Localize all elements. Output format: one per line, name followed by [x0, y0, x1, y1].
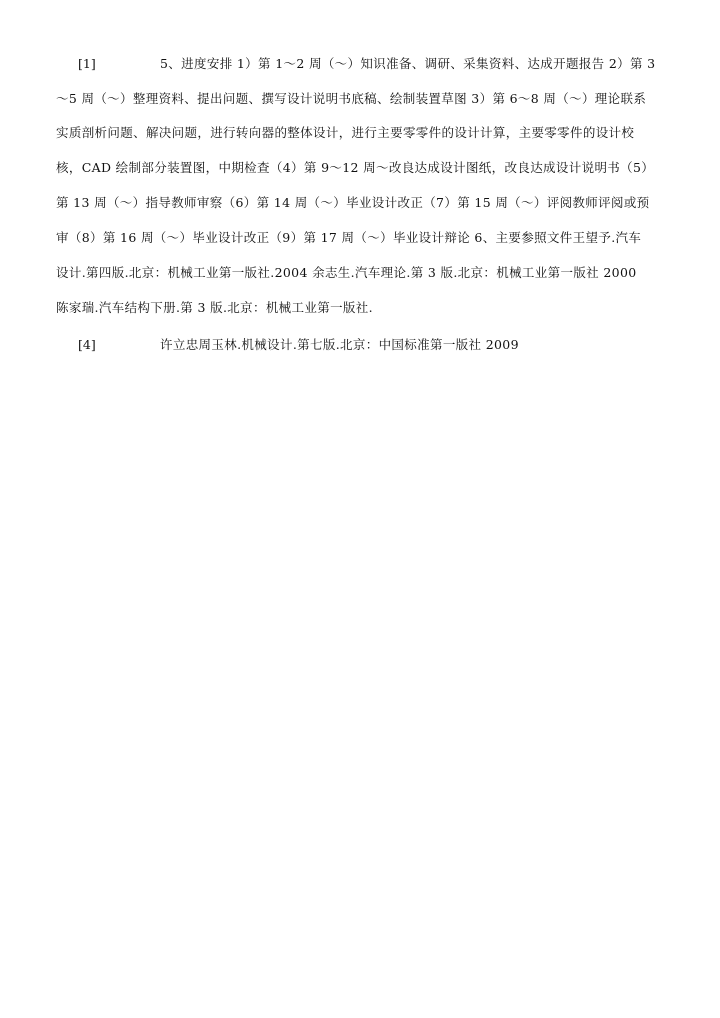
reference-1-line-6: 审（8）第 16 周（～）毕业设计改正（9）第 17 周（～）毕业设计辩论 6、主要参照文件王望予.汽车: [56, 230, 642, 245]
reference-1-line-5: 第 13 周（～）指导教师审察（6）第 14 周（～）毕业设计改正（7）第 15 周（～）评阅教师评阅或预: [56, 195, 650, 210]
reference-marker-1: [1]: [78, 56, 96, 71]
reference-4-line-1: 许立忠周玉林.机械设计.第七版.北京：中国标准第一版社 2009: [160, 337, 519, 352]
reference-1-line-3: 实质剖析问题、解决问题，进行转向器的整体设计，进行主要零零件的设计计算，主要零零件的设计校: [56, 125, 635, 140]
reference-1-line-2: ～5 周（～）整理资料、提出问题、撰写设计说明书底稿、绘制装置草图 3）第 6～8 周（～）理论联系: [56, 91, 647, 106]
reference-1-line-1: 5、进度安排 1）第 1～2 周（～）知识准备、调研、采集资料、达成开题报告 2）第 3: [160, 56, 656, 71]
reference-marker-4: [4]: [78, 337, 96, 352]
reference-1-line-7: 设计.第四版.北京：机械工业第一版社.2004 余志生.汽车理论.第 3 版.北京：机械工业第一版社 2000: [56, 265, 637, 280]
reference-1-line-4: 核，CAD 绘制部分装置图，中期检查（4）第 9～12 周～改良达成设计图纸，改良达成设计说明书（5）: [56, 160, 655, 175]
reference-1-line-8: 陈家瑞.汽车结构下册.第 3 版.北京：机械工业第一版社.: [56, 300, 373, 315]
